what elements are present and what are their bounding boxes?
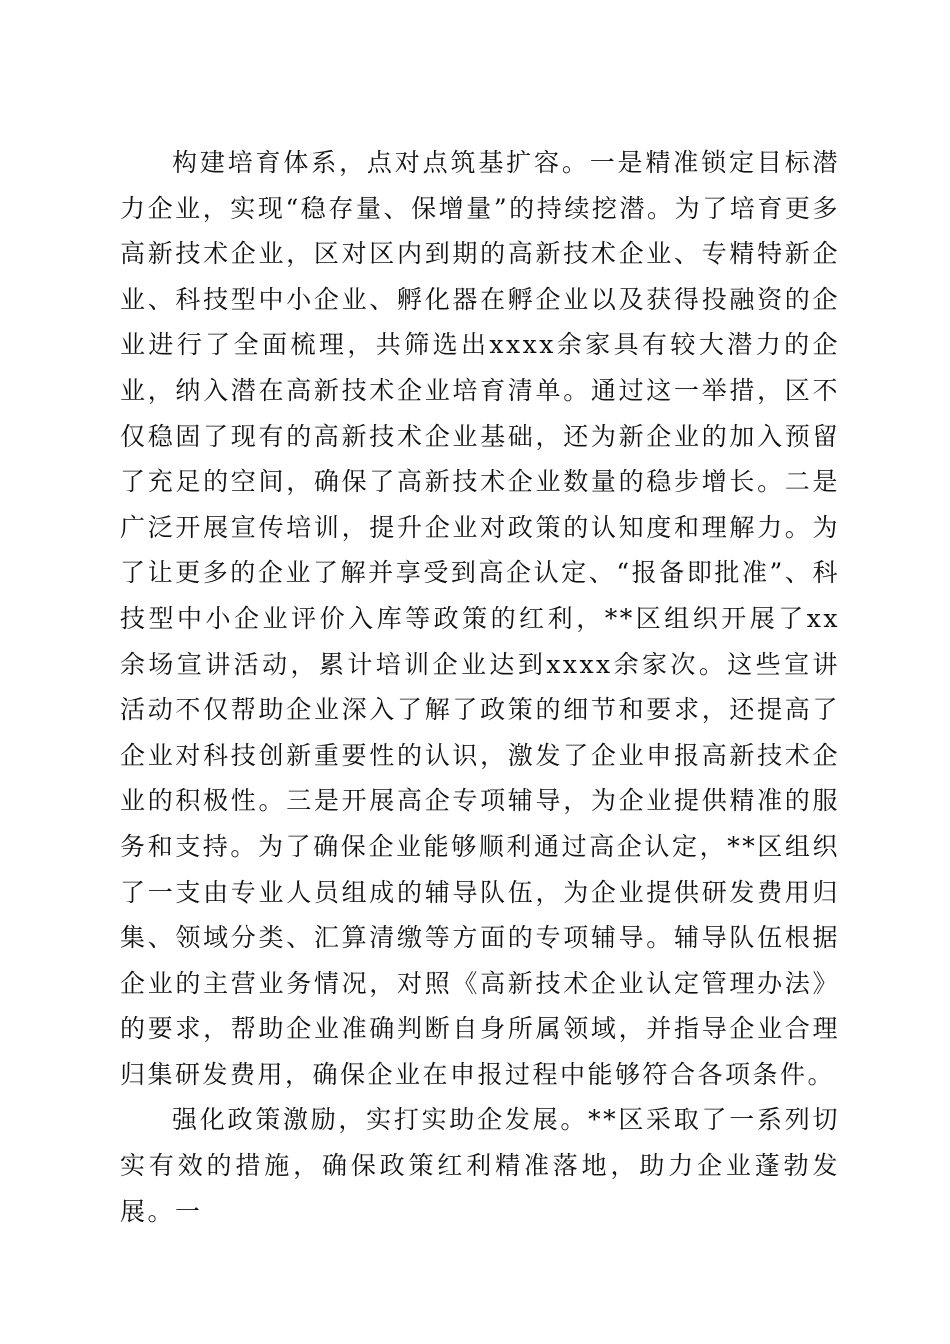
paragraph-cultivation-system: 构建培育体系，点对点筑基扩容。一是精准锁定目标潜力企业，实现“稳存量、保增量”的持续挖潜。为了培育更多高新技术企业，区对区内到期的高新技术企业、专精特新企业、科技型中小企业、孵化器在孵企业以及获得投融资的企业进行了全面梳理，共筛选出xxxx余家具有较大潜力的企业，纳入潜在高新技术企业培育清单。通过这一举措，区不仅稳固了现有的高新技术企业基础，还为新企业的加入预留了充足的空间，确保了高新技术企业数量的稳步增长。二是广泛开展宣传培训，提升企业对政策的认知度和理解力。为了让更多的企业了解并享受到高企认定、“报备即批准”、科技型中小企业评价入库等政策的红利，**区组织开展了xx余场宣讲活动，累计培训企业达到xxxx余家次。这些宣讲活动不仅帮助企业深入了解了政策的细节和要求，还提高了企业对科技创新重要性的认识，激发了企业申报高新技术企业的积极性。三是开展高企专项辅导，为企业提供精准的服务和支持。为了确保企业能够顺利通过高企认定，**区组织了一支由专业人员组成的辅导队伍，为企业提供研发费用归集、领域分类、汇算清缴等方面的专项辅导。辅导队伍根据企业的主营业务情况，对照《高新技术企业认定管理办法》的要求，帮助企业准确判断自身所属领域，并指导企业合理归集研发费用，确保企业在申报过程中能够符合各项条件。 bbox=[120, 148, 840, 1089]
paragraph-policy-incentive: 强化政策激励，实打实助企发展。**区采取了一系列切实有效的措施，确保政策红利精准落地，助力企业蓬勃发展。一 bbox=[120, 1105, 840, 1226]
body-text bbox=[120, 140, 840, 1234]
